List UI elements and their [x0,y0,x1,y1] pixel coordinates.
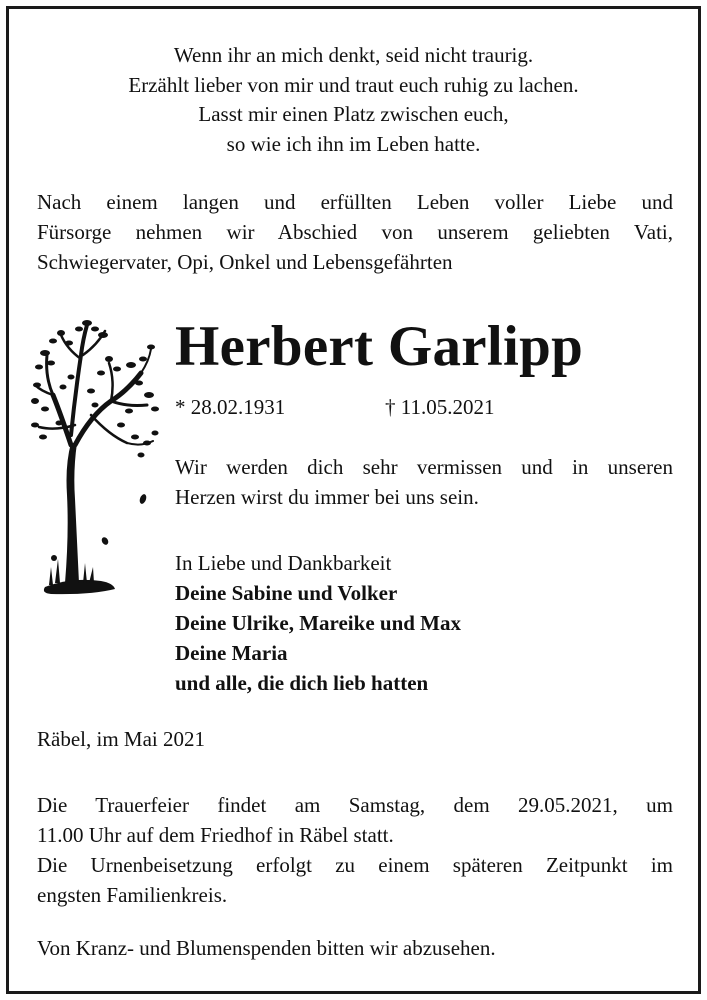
intro-line: Nach einem langen und erfüllten Leben voller Liebe und [37,190,673,214]
mourner-line: Deine Sabine und Volker [175,581,398,605]
poem-line: so wie ich ihn im Leben hatte. [226,131,481,156]
closing-note: Von Kranz- und Blumenspenden bitten wir abzusehen. [37,936,496,960]
poem-line: Lasst mir einen Platz zwischen euch, [198,102,509,126]
mourner-line: Deine Maria [175,641,288,665]
funeral-info-line: 11.00 Uhr auf dem Friedhof in Räbel statt. [37,823,394,847]
obituary-notice [6,6,701,994]
memorial-poem [9,41,698,159]
funeral-info [37,790,673,910]
mourner-line: Deine Ulrike, Mareike und Max [175,611,462,635]
tree-icon [31,315,161,605]
tribute-text [175,452,673,512]
intro-paragraph [37,187,673,277]
deceased-name: Herbert Garlipp [175,315,584,378]
signoff-intro: In Liebe und Dankbarkeit [175,551,392,575]
mourner-line: und alle, die dich lieb hatten [175,671,429,695]
signoff [175,548,461,698]
intro-line: Fürsorge nehmen wir Abschied von unserem geliebten Vati, [37,220,673,244]
birth-date: * 28.02.1931 [175,395,286,419]
poem-line: Erzählt lieber von mir und traut euch ruhig zu lachen. [128,72,579,97]
intro-line: Schwiegervater, Opi, Onkel und Lebensgefährten [37,250,453,274]
death-date: † 11.05.2021 [385,395,495,419]
tribute-line: Wir werden dich sehr vermissen und in unseren [175,455,673,479]
funeral-info-line: Die Trauerfeier findet am Samstag, dem 29.05.2021, um [37,793,673,817]
funeral-info-line: Die Urnenbeisetzung erfolgt zu einem späteren Zeitpunkt im [37,853,673,877]
place-date: Räbel, im Mai 2021 [37,727,205,751]
poem-line: Wenn ihr an mich denkt, seid nicht traurig. [173,43,534,67]
tribute-line: Herzen wirst du immer bei uns sein. [175,485,479,509]
funeral-info-line: engsten Familienkreis. [37,883,228,907]
